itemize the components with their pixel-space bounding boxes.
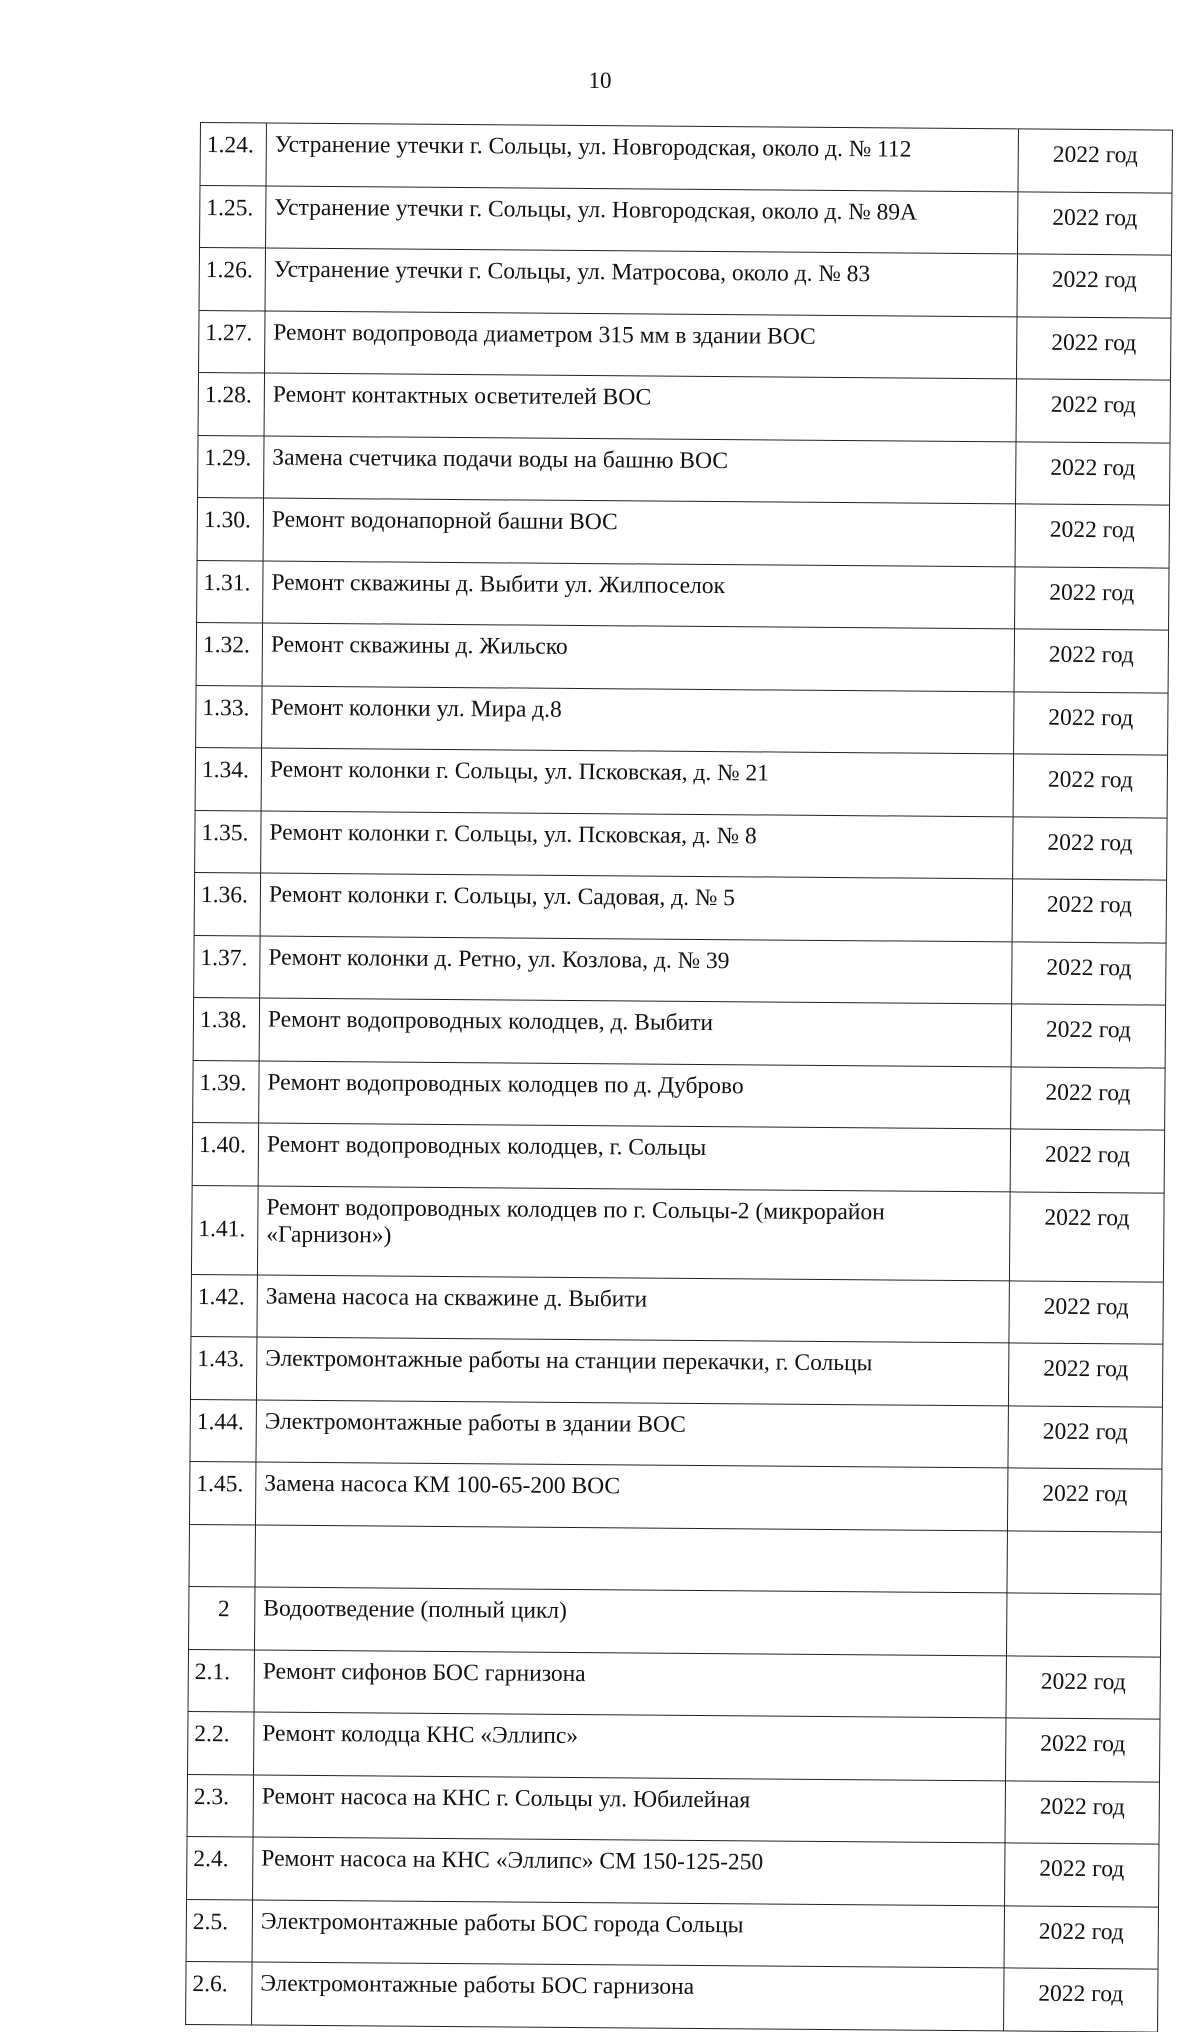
item-year-cell: 2022 год xyxy=(1009,1280,1163,1344)
item-number-cell: 1.42. xyxy=(191,1274,257,1337)
item-year-cell: 2022 год xyxy=(1004,1968,1158,2032)
item-number-cell: 1.28. xyxy=(198,372,264,435)
table-row xyxy=(198,435,1170,505)
item-description-cell: Ремонт водопроводных колодцев по г. Сольцы-2 (микрорайон «Гарнизон») xyxy=(257,1185,1010,1280)
item-year-cell xyxy=(1007,1530,1161,1594)
table-row xyxy=(188,1649,1160,1719)
item-year-cell: 2022 год xyxy=(1005,1780,1159,1844)
item-number-cell: 1.33. xyxy=(196,685,262,748)
item-description-cell: Замена счетчика подачи воды на башню ВОС xyxy=(264,436,1016,504)
item-description-cell: Ремонт колонки г. Сольцы, ул. Псковская, д. № 21 xyxy=(261,748,1013,816)
table-row xyxy=(199,248,1171,318)
item-number-cell: 2.4. xyxy=(187,1836,253,1899)
item-description-cell: Ремонт водопроводных колодцев по д. Дуброво xyxy=(259,1060,1011,1128)
table-row xyxy=(186,1899,1158,1969)
item-number-cell: 1.37. xyxy=(194,935,260,998)
item-description-cell: Ремонт водопровода диаметром 315 мм в здании ВОС xyxy=(265,311,1017,379)
table-row xyxy=(194,872,1166,942)
item-year-cell: 2022 год xyxy=(1013,754,1167,818)
item-description-cell: Ремонт колонки д. Ретно, ул. Козлова, д. № 39 xyxy=(260,935,1012,1003)
table-row xyxy=(190,1336,1162,1406)
table-row xyxy=(200,185,1172,255)
item-description-cell: Устранение утечки г. Сольцы, ул. Новгородская, около д. № 89А xyxy=(266,186,1018,254)
table-row xyxy=(191,1274,1163,1344)
table-row xyxy=(188,1711,1160,1781)
item-number-cell: 1.31. xyxy=(197,560,263,623)
table-row xyxy=(189,1461,1161,1531)
item-description-cell: Ремонт водонапорной башни ВОС xyxy=(263,498,1015,566)
table-row xyxy=(197,560,1169,630)
table-row xyxy=(196,622,1168,692)
table-row xyxy=(199,310,1171,380)
item-number-cell xyxy=(189,1524,255,1587)
table-row xyxy=(189,1524,1161,1594)
item-year-cell: 2022 год xyxy=(1016,441,1170,505)
table-row xyxy=(200,123,1172,193)
item-description-cell: Замена насоса КМ 100-65-200 ВОС xyxy=(255,1462,1007,1530)
item-year-cell: 2022 год xyxy=(1005,1843,1159,1907)
item-number-cell: 1.30. xyxy=(197,497,263,560)
works-table-wrapper xyxy=(185,122,1172,2032)
item-number-cell: 1.29. xyxy=(198,435,264,498)
item-year-cell: 2022 год xyxy=(1011,1066,1165,1130)
item-number-cell: 2.5. xyxy=(186,1899,252,1962)
table-row xyxy=(191,1185,1164,1282)
table-row xyxy=(194,935,1166,1005)
item-year-cell: 2022 год xyxy=(1007,1468,1161,1532)
table-row xyxy=(187,1836,1159,1906)
item-number-cell: 1.36. xyxy=(194,872,260,935)
item-number-cell: 1.27. xyxy=(199,310,265,373)
item-description-cell: Электромонтажные работы в здании ВОС xyxy=(256,1399,1008,1467)
item-year-cell: 2022 год xyxy=(1015,566,1169,630)
item-description-cell: Ремонт скважины д. Жильско xyxy=(262,623,1014,691)
table-row xyxy=(187,1774,1159,1844)
item-description-cell: Замена насоса на скважине д. Выбити xyxy=(257,1274,1009,1342)
item-year-cell: 2022 год xyxy=(1015,504,1169,568)
item-year-cell: 2022 год xyxy=(1018,129,1172,193)
item-year-cell: 2022 год xyxy=(1017,254,1171,318)
table-row xyxy=(190,1399,1162,1469)
item-description-cell: Ремонт контактных осветителей ВОС xyxy=(264,373,1016,441)
item-description-cell: Ремонт насоса на КНС г. Сольцы ул. Юбилейная xyxy=(253,1774,1005,1842)
item-description-cell xyxy=(255,1524,1007,1592)
table-row xyxy=(193,997,1165,1067)
item-number-cell: 1.41. xyxy=(191,1185,258,1275)
item-description-cell: Ремонт насоса на КНС «Эллипс» СМ 150-125-250 xyxy=(253,1837,1005,1905)
item-description-cell: Ремонт колонки ул. Мира д.8 xyxy=(262,686,1014,754)
item-description-cell: Устранение утечки г. Сольцы, ул. Матросова, около д. № 83 xyxy=(265,248,1017,316)
table-row xyxy=(195,747,1167,817)
item-description-cell: Ремонт колодца КНС «Эллипс» xyxy=(254,1712,1006,1780)
table-row xyxy=(198,372,1170,442)
item-description-cell: Электромонтажные работы на станции перекачки, г. Сольцы xyxy=(256,1337,1008,1405)
table-row xyxy=(186,1961,1158,2031)
item-description-cell: Электромонтажные работы БОС города Сольцы xyxy=(252,1899,1004,1967)
item-description-cell: Ремонт сифонов БОС гарнизона xyxy=(254,1649,1006,1717)
works-table xyxy=(185,122,1173,2032)
item-number-cell: 1.24. xyxy=(200,123,266,186)
item-number-cell: 1.44. xyxy=(190,1399,256,1462)
item-number-cell: 1.45. xyxy=(189,1461,255,1524)
item-description-cell: Электромонтажные работы БОС гарнизона xyxy=(252,1962,1004,2030)
item-description-cell: Устранение утечки г. Сольцы, ул. Новгородская, около д. № 112 xyxy=(266,123,1018,191)
table-section-row xyxy=(189,1586,1161,1656)
table-row xyxy=(192,1122,1164,1192)
item-year-cell: 2022 год xyxy=(1008,1405,1162,1469)
table-row xyxy=(193,1060,1165,1130)
item-description-cell: Водоотведение (полный цикл) xyxy=(255,1587,1007,1655)
item-year-cell: 2022 год xyxy=(1012,941,1166,1005)
item-number-cell: 2.6. xyxy=(186,1961,252,2024)
item-year-cell: 2022 год xyxy=(1006,1655,1160,1719)
item-number-cell: 1.25. xyxy=(200,185,266,248)
item-number-cell: 2.3. xyxy=(187,1774,253,1837)
item-description-cell: Ремонт колонки г. Сольцы, ул. Садовая, д. № 5 xyxy=(260,873,1012,941)
item-year-cell: 2022 год xyxy=(1016,379,1170,443)
item-number-cell: 1.43. xyxy=(190,1336,256,1399)
item-year-cell: 2022 год xyxy=(1009,1191,1164,1281)
item-year-cell: 2022 год xyxy=(1008,1343,1162,1407)
table-row xyxy=(196,685,1168,755)
item-description-cell: Ремонт водопроводных колодцев, д. Выбити xyxy=(259,998,1011,1066)
item-number-cell: 2 xyxy=(189,1586,255,1649)
item-number-cell: 1.32. xyxy=(196,622,262,685)
item-year-cell xyxy=(1006,1593,1160,1657)
item-number-cell: 1.40. xyxy=(192,1122,258,1185)
item-number-cell: 1.34. xyxy=(195,747,261,810)
item-year-cell: 2022 год xyxy=(1004,1905,1158,1969)
item-description-cell: Ремонт водопроводных колодцев, г. Сольцы xyxy=(258,1123,1010,1191)
table-row xyxy=(197,497,1169,567)
table-row xyxy=(195,810,1167,880)
page-number: 10 xyxy=(588,68,612,93)
works-table-body xyxy=(186,123,1173,2032)
item-year-cell: 2022 год xyxy=(1006,1718,1160,1782)
item-number-cell: 2.2. xyxy=(188,1711,254,1774)
item-number-cell: 1.39. xyxy=(193,1060,259,1123)
item-year-cell: 2022 год xyxy=(1017,191,1171,255)
item-year-cell: 2022 год xyxy=(1013,816,1167,880)
item-number-cell: 2.1. xyxy=(188,1649,254,1712)
item-year-cell: 2022 год xyxy=(1014,691,1168,755)
item-number-cell: 1.35. xyxy=(195,810,261,873)
item-year-cell: 2022 год xyxy=(1011,1004,1165,1068)
item-year-cell: 2022 год xyxy=(1010,1129,1164,1193)
item-number-cell: 1.38. xyxy=(193,997,259,1060)
item-year-cell: 2022 год xyxy=(1012,879,1166,943)
item-description-cell: Ремонт скважины д. Выбити ул. Жилпоселок xyxy=(263,561,1015,629)
item-description-cell: Ремонт колонки г. Сольцы, ул. Псковская, д. № 8 xyxy=(261,811,1013,879)
item-year-cell: 2022 год xyxy=(1017,316,1171,380)
item-year-cell: 2022 год xyxy=(1014,629,1168,693)
item-number-cell: 1.26. xyxy=(199,248,265,311)
